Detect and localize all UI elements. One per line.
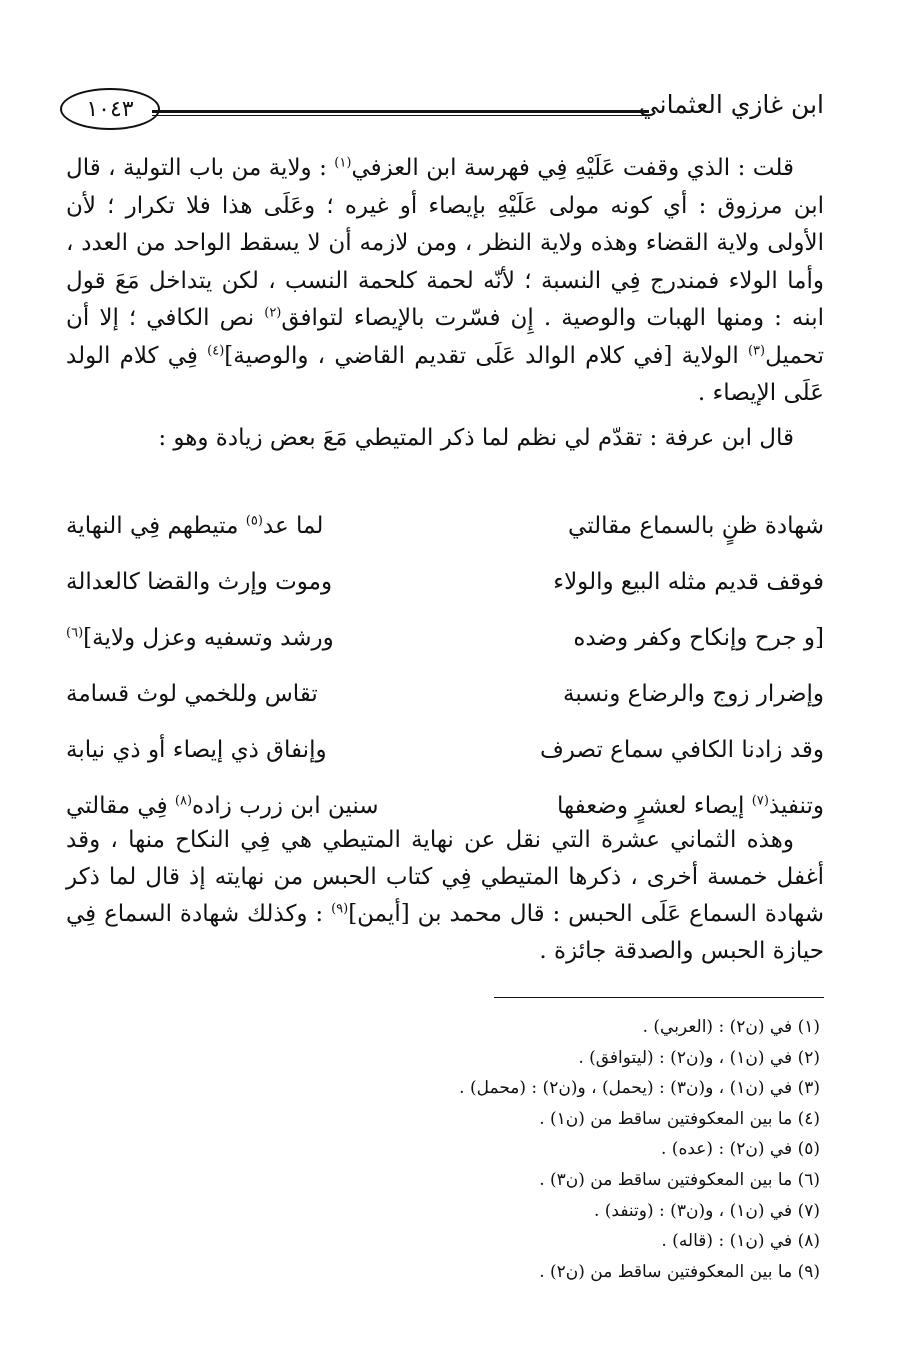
footnote-ref-7: (٧) [751, 793, 769, 809]
poem-verse [66, 554, 824, 610]
paragraph-1-text-b: : ولاية من باب التولية ، قال ابن مرزوق : أي كونه مولى عَلَيْهِ بإيصاء أو غيره ؛ وعَلَى هذا فلا تكرار ؛ لأن الأولى ولاية القضاء وهذه ولاية النظر ، ومن لازمه أن لا يسقط الواحد من العدد ، وأما الولاء فمندرج فِي النسبة ؛ لأنّه لحمة كلحمة النسب ، لكن يتداخل مَعَ قول ابنه : ومنها الهبات والوصية . إِن فسّرت بالإيصاء لتوافق [66, 155, 824, 331]
verse-second-hemistich: تقاس وللخمي لوث قسامة [66, 681, 318, 707]
poem-verse [66, 666, 824, 722]
paragraph-3 [66, 822, 824, 970]
footnote-separator [494, 997, 824, 998]
footnote-7: (٧) في (ن١) ، و(ن٣) : (وتنفد) . [593, 1200, 820, 1221]
page-number: ١٠٤٣ [60, 88, 160, 130]
header-rule [152, 110, 649, 116]
paragraph-1-text-d: الولاية [في كلام الوالد عَلَى تقديم القاضي ، والوصية] [224, 342, 748, 369]
verse-second-hemistich [66, 625, 406, 651]
footnote-ref-4: (٤) [207, 342, 225, 358]
verse-second-hemistich [66, 513, 406, 539]
footnote-1: (١) في (ن٢) : (العربي) . [642, 1017, 820, 1037]
paragraph-3-text-a: وهذه الثماني عشرة التي نقل عن نهاية المتيطي هي فِي النكاح منها ، وقد أغفل خمسة أخرى ، ذكرها المتيطي فِي كتاب الحبس من نهايته إذ قال لما ذكر شهادة السماع عَلَى الحبس : قال محمد بن [أيمن] [66, 827, 824, 927]
footnote-5: (٥) في (ن٢) : (عده) . [661, 1139, 820, 1160]
verse-first-hemistich: فوقف قديم مثله البيع والولاء [553, 569, 824, 595]
poem [66, 498, 824, 834]
footnote-2: (٢) في (ن١) ، و(ن٢) : (ليتوافق) . [578, 1047, 820, 1068]
footnotes [320, 1012, 820, 1287]
poem-verse [66, 498, 824, 554]
footnote-6: (٦) ما بين المعكوفتين ساقط من (ن٣) . [539, 1169, 820, 1190]
footnote-8: (٨) في (ن١) : (قاله) . [661, 1231, 820, 1252]
verse-first-hemistich: [و جرح وإنكاح وكفر وضده [573, 625, 824, 651]
verse-first-hemistich: وقد زادنا الكافي سماع تصرف [539, 737, 824, 763]
footnote-ref-1: (١) [334, 155, 352, 171]
paragraph-2: قال ابن عرفة : تقدّم لي نظم لما ذكر المتيطي مَعَ بعض زيادة وهو : [158, 424, 794, 451]
hemistich-text: متيطهم فِي النهاية [66, 513, 246, 539]
footnote-9: (٩) ما بين المعكوفتين ساقط من (ن٢) . [539, 1261, 820, 1282]
main-text [66, 150, 824, 457]
paragraph-1-text-c: نص الكافي ؛ إلا أن تحميل [66, 305, 824, 369]
hemistich-text: لما عد [262, 513, 324, 539]
verse-second-hemistich [66, 793, 406, 819]
footnote-ref-9: (٩) [331, 901, 349, 917]
hemistich-text: إيصاء لعشرٍ وضعفها [556, 793, 752, 819]
running-title: ابن غازي العثماني [638, 90, 824, 119]
verse-second-hemistich: وإنفاق ذي إيصاء أو ذي نيابة [66, 737, 327, 763]
footnote-3: (٣) في (ن١) ، و(ن٣) : (يحمل) ، و(ن٢) : (محمل) . [459, 1078, 820, 1099]
hemistich-text: ورشد وتسفيه وعزل ولاية] [83, 625, 334, 651]
verse-first-hemistich: وإضرار زوج والرضاع ونسبة [563, 681, 824, 707]
verse-first-hemistich: شهادة ظنٍ بالسماع مقالتي [568, 513, 824, 539]
hemistich-text: سنين ابن زرب زاده [192, 793, 379, 819]
paragraph-3-text-b: : وكذلك شهادة السماع فِي حيازة الحبس والصدقة جائزة . [66, 901, 824, 964]
footnote-4: (٤) ما بين المعكوفتين ساقط من (ن١) . [539, 1108, 820, 1129]
running-header [60, 84, 824, 134]
footnote-ref-6: (٦) [66, 625, 84, 641]
hemistich-text: فِي مقالتي [66, 793, 175, 819]
poem-verse [66, 610, 824, 666]
poem-verse [66, 722, 824, 778]
hemistich-text: وتنفيذ [768, 793, 824, 819]
footnote-ref-3: (٣) [747, 342, 766, 358]
paragraph-1-text-e: فِي كلام الولد عَلَى الإيصاء . [66, 342, 824, 406]
footnote-ref-5: (٥) [245, 513, 263, 529]
closing-paragraph [66, 822, 824, 970]
verse-first-hemistich [484, 793, 824, 819]
paragraph-1 [66, 150, 824, 413]
footnote-ref-8: (٨) [174, 793, 193, 809]
verse-second-hemistich: وموت وإرث والقضا كالعدالة [66, 569, 333, 595]
paragraph-1-text-a: قلت : الذي وقفت عَلَيْهِ فِي فهرسة ابن العزفي [351, 155, 794, 181]
footnote-ref-2: (٢) [264, 305, 282, 321]
